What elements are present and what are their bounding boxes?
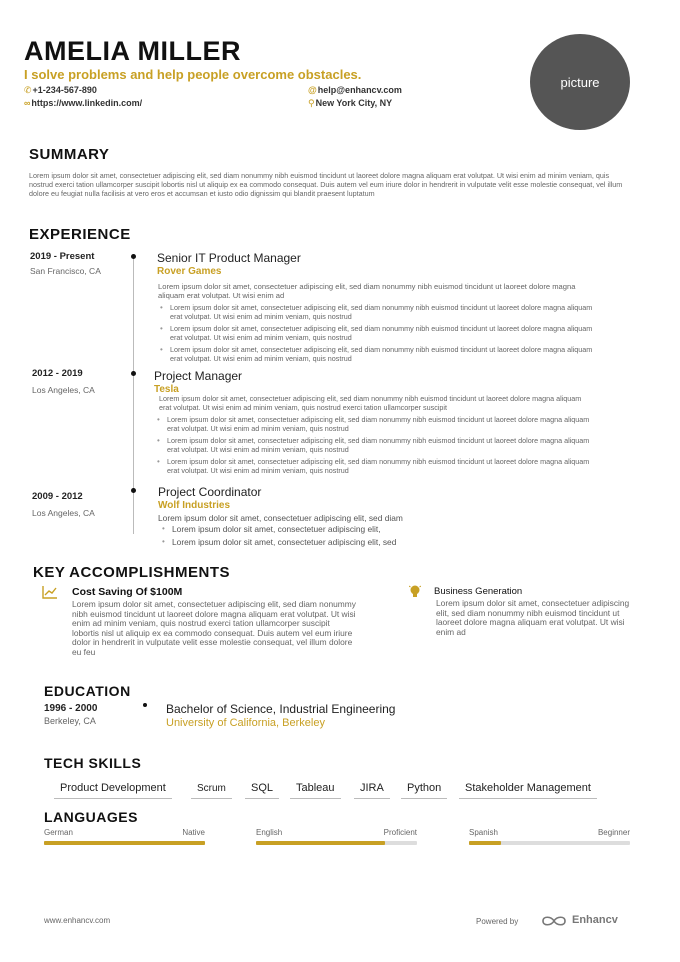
list-item: • Lorem ipsum dolor sit amet, consectetuer adipiscing elit, sed diam nonummy nibh euismod tincidunt ut laoreet dolore magna aliquam erat volutpat. Ut wisi enim ad minim veniam, quis nostrud — [155, 416, 600, 433]
proficiency-bar — [44, 841, 205, 845]
skill-tag: Product Development — [54, 782, 172, 799]
job-summary: Lorem ipsum dolor sit amet, consectetuer adipiscing elit, sed diam nonummy nibh euismod tincidunt ut laoreet dolore magna aliquam erat volutpat. Ut wisi enim ad minim veniam, quis nostrud exerci tation ullamcorper suscipit — [159, 394, 582, 412]
timeline-dot — [131, 371, 136, 376]
job-summary: Lorem ipsum dolor sit amet, consectetuer adipiscing elit, sed diam — [158, 513, 403, 523]
accomplishment-title: Cost Saving Of $100M — [72, 586, 183, 598]
job-bullets — [160, 524, 560, 551]
linkedin-contact — [24, 98, 142, 108]
footer-brand: Enhancv — [572, 914, 618, 926]
skill-tag: Tableau — [290, 782, 341, 799]
list-item: • Lorem ipsum dolor sit amet, consectetuer adipiscing elit, sed diam nonummy nibh euismod tincidunt ut laoreet dolore magna aliquam erat volutpat. Ut wisi enim ad minim veniam, quis nostrud — [158, 304, 598, 321]
timeline-dot — [131, 254, 136, 259]
accomplishment-text: Lorem ipsum dolor sit amet, consectetuer adipiscing elit, sed diam nonummy nibh euismod tincidunt ut laoreet dolore magna aliquam erat volutpat. Ut wisi enim ad — [436, 598, 630, 637]
proficiency-bar — [256, 841, 417, 845]
job-bullets — [158, 304, 598, 368]
language-name: Spanish — [469, 828, 498, 837]
proficiency-fill — [469, 841, 501, 845]
proficiency-fill — [256, 841, 385, 845]
education-location: Berkeley, CA — [44, 716, 96, 726]
language-german — [44, 828, 205, 845]
proficiency-fill — [44, 841, 205, 845]
job-location: Los Angeles, CA — [32, 385, 95, 395]
languages-heading: LANGUAGES — [44, 809, 138, 825]
education-degree: Bachelor of Science, Industrial Engineering — [166, 702, 396, 716]
enhancv-logo-icon — [540, 914, 568, 928]
skill-tag: JIRA — [354, 782, 390, 799]
job-title: Project Manager — [154, 369, 243, 383]
phone-contact — [24, 85, 97, 96]
experience-heading: EXPERIENCE — [29, 226, 131, 243]
phone-text: +1-234-567-890 — [32, 85, 97, 95]
job-title: Project Coordinator — [158, 485, 262, 499]
email-text: help@enhancv.com — [317, 85, 402, 95]
skills-heading: TECH SKILLS — [44, 755, 142, 771]
location-contact — [308, 98, 392, 109]
list-item: • Lorem ipsum dolor sit amet, consectetuer adipiscing elit, sed diam nonummy nibh euismod tincidunt ut laoreet dolore magna aliquam erat volutpat. Ut wisi enim ad minim veniam, quis nostrud — [155, 458, 600, 475]
list-item: • Lorem ipsum dolor sit amet, consectetuer adipiscing elit, sed diam nonummy nibh euismod tincidunt ut laoreet dolore magna aliquam erat volutpat. Ut wisi enim ad minim veniam, quis nostrud — [158, 325, 598, 342]
list-item: • Lorem ipsum dolor sit amet, consectetuer adipiscing elit, — [160, 524, 560, 534]
list-item: • Lorem ipsum dolor sit amet, consectetuer adipiscing elit, sed diam nonummy nibh euismod tincidunt ut laoreet dolore magna aliquam erat volutpat. Ut wisi enim ad minim veniam, quis nostrud — [158, 346, 598, 363]
linkedin-text: https://www.linkedin.com/ — [31, 98, 143, 108]
education-dates: 1996 - 2000 — [44, 703, 98, 714]
trend-chart-icon — [42, 585, 58, 599]
link-icon: ∞ — [24, 98, 31, 108]
education-school: University of California, Berkeley — [166, 717, 325, 729]
job-summary: Lorem ipsum dolor sit amet, consectetuer adipiscing elit, sed diam nonummy nibh euismod tincidunt ut laoreet dolore magna aliquam erat volutpat. Ut wisi enim ad — [158, 282, 576, 301]
footer-website[interactable]: www.enhancv.com — [44, 916, 111, 925]
skill-tag: Stakeholder Management — [459, 782, 597, 799]
email-contact — [308, 85, 402, 95]
job-company: Wolf Industries — [158, 500, 231, 511]
language-spanish — [469, 828, 630, 845]
job-location: San Francisco, CA — [30, 266, 101, 276]
location-text: New York City, NY — [315, 98, 393, 108]
skill-tag: Scrum — [191, 783, 232, 799]
footer-powered-by: Powered by — [476, 917, 519, 926]
timeline-dot — [131, 488, 136, 493]
candidate-name: AMELIA MILLER — [24, 36, 241, 66]
job-company: Rover Games — [157, 266, 222, 277]
job-company: Tesla — [154, 384, 179, 395]
job-dates: 2012 - 2019 — [32, 368, 83, 379]
job-dates: 2009 - 2012 — [32, 491, 83, 502]
education-heading: EDUCATION — [44, 683, 131, 699]
list-item: • Lorem ipsum dolor sit amet, consectetuer adipiscing elit, sed — [160, 537, 560, 547]
language-level: Native — [182, 828, 205, 837]
language-english — [256, 828, 417, 845]
profile-photo — [530, 34, 630, 130]
summary-text: Lorem ipsum dolor sit amet, consectetuer adipiscing elit, sed diam nonummy nibh euismod tincidunt ut laoreet dolore magna aliquam erat volutpat. Ut wisi enim ad minim veniam, quis nostrud exerci tation ullamcorper suscipit lobortis nisl ut aliquip ex ea commodo consequat. Duis autem vel eum iriure dolor in hendrerit in vulputate velit esse molestie consequat, vel illum dolore eu feugiat nulla facilisis at vero eros et accumsan et iusto odio dignissim qui blandit praesent luptatum — [29, 171, 623, 198]
job-title: Senior IT Product Manager — [157, 251, 301, 265]
language-level: Proficient — [383, 828, 417, 837]
tagline: I solve problems and help people overcome obstacles. — [24, 67, 362, 82]
language-name: English — [256, 828, 283, 837]
job-location: Los Angeles, CA — [32, 508, 95, 518]
job-bullets — [155, 416, 600, 480]
summary-heading: SUMMARY — [29, 146, 110, 163]
lightbulb-icon — [409, 584, 421, 600]
skill-tag: Python — [401, 782, 447, 799]
skill-tag: SQL — [245, 782, 279, 799]
job-dates: 2019 - Present — [30, 251, 95, 262]
accomplishment-title: Business Generation — [434, 586, 523, 597]
phone-icon: ✆ — [24, 85, 32, 95]
proficiency-bar — [469, 841, 630, 845]
at-icon: @ — [308, 85, 317, 95]
accomplishments-heading: KEY ACCOMPLISHMENTS — [33, 564, 231, 581]
language-level: Beginner — [597, 828, 630, 837]
accomplishment-text: Lorem ipsum dolor sit amet, consectetuer adipiscing elit, sed diam nonummy nibh euismod tincidunt ut laoreet dolore magna aliquam erat volutpat. Ut wisi enim ad minim veniam, quis nostrud exerci tation ullamcorper suscipit lobortis nisl ut aliquip ex ea commodo consequat. Duis autem vel eum iriure dolor in hendrerit in vulputate velit esse molestie consequat, vel illum dolore eu feu — [72, 599, 356, 657]
location-pin-icon: ⚲ — [308, 98, 315, 108]
language-name: German — [44, 828, 73, 837]
photo-label: picture — [560, 74, 600, 90]
timeline-dot — [143, 703, 147, 707]
list-item: • Lorem ipsum dolor sit amet, consectetuer adipiscing elit, sed diam nonummy nibh euismod tincidunt ut laoreet dolore magna aliquam erat volutpat. Ut wisi enim ad minim veniam, quis nostrud — [155, 437, 600, 454]
